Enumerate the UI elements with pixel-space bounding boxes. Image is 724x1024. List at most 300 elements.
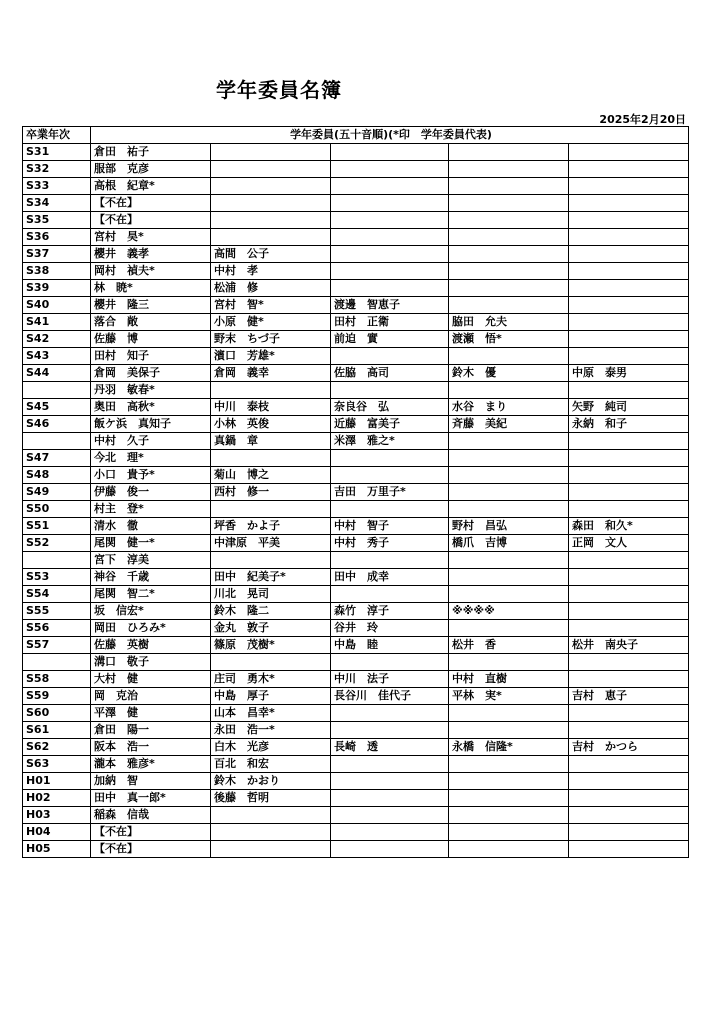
member-name-cell: 庄司 勇木* <box>211 671 331 688</box>
member-name-cell: 宮下 淳美 <box>91 552 211 569</box>
member-name-cell: 真鍋 章 <box>211 433 331 450</box>
member-name-cell <box>211 195 331 212</box>
member-name-cell: 林 暁* <box>91 280 211 297</box>
member-name-cell: 中津原 平美 <box>211 535 331 552</box>
member-name-cell <box>331 756 449 773</box>
graduation-year-cell: S45 <box>23 399 91 416</box>
member-name-cell <box>331 263 449 280</box>
graduation-year-cell: H05 <box>23 841 91 858</box>
member-name-cell <box>569 195 689 212</box>
member-name-cell <box>569 586 689 603</box>
member-name-cell <box>331 705 449 722</box>
member-name-cell: 鈴木 かおり <box>211 773 331 790</box>
member-name-cell <box>331 654 449 671</box>
table-row <box>23 586 689 603</box>
member-name-cell: 白木 光彦 <box>211 739 331 756</box>
member-name-cell <box>449 552 569 569</box>
table-row <box>23 739 689 756</box>
member-name-cell: 丹羽 敏春* <box>91 382 211 399</box>
member-name-cell <box>331 229 449 246</box>
graduation-year-cell: H01 <box>23 773 91 790</box>
member-name-cell: 坂 信宏* <box>91 603 211 620</box>
member-name-cell: 永橋 信隆* <box>449 739 569 756</box>
member-name-cell: 中川 泰枝 <box>211 399 331 416</box>
graduation-year-cell: S61 <box>23 722 91 739</box>
member-name-cell: 野村 昌弘 <box>449 518 569 535</box>
member-name-cell: 長谷川 佳代子 <box>331 688 449 705</box>
table-row <box>23 841 689 858</box>
member-name-cell: 田中 紀美子* <box>211 569 331 586</box>
member-name-cell: 松浦 修 <box>211 280 331 297</box>
table-row <box>23 229 689 246</box>
member-name-cell <box>569 807 689 824</box>
member-name-cell <box>449 705 569 722</box>
member-name-cell: 中村 秀子 <box>331 535 449 552</box>
member-name-cell <box>569 756 689 773</box>
member-name-cell <box>569 450 689 467</box>
member-name-cell <box>449 722 569 739</box>
member-name-cell: 岡田 ひろみ* <box>91 620 211 637</box>
member-name-cell: 松井 南央子 <box>569 637 689 654</box>
member-name-cell: 佐藤 英樹 <box>91 637 211 654</box>
member-name-cell: 坪香 かよ子 <box>211 518 331 535</box>
member-name-cell <box>569 314 689 331</box>
member-name-cell <box>449 586 569 603</box>
member-name-cell: 尾関 智二* <box>91 586 211 603</box>
member-name-cell: 渡瀬 悟* <box>449 331 569 348</box>
member-name-cell: 山本 昌幸* <box>211 705 331 722</box>
member-name-cell: 田村 正衛 <box>331 314 449 331</box>
graduation-year-cell <box>23 654 91 671</box>
document-title: 学年委員名簿 <box>216 78 342 102</box>
member-name-cell: 中村 智子 <box>331 518 449 535</box>
member-name-cell <box>449 790 569 807</box>
member-name-cell <box>449 382 569 399</box>
member-name-cell: 中島 睦 <box>331 637 449 654</box>
graduation-year-cell <box>23 382 91 399</box>
table-row <box>23 195 689 212</box>
member-name-cell: 米澤 雅之* <box>331 433 449 450</box>
member-name-cell <box>449 620 569 637</box>
member-name-cell: 稲森 信哉 <box>91 807 211 824</box>
member-name-cell: 清水 徹 <box>91 518 211 535</box>
member-name-cell: 大村 健 <box>91 671 211 688</box>
member-name-cell: 小林 英俊 <box>211 416 331 433</box>
year-column-header: 卒業年次 <box>23 127 91 144</box>
member-name-cell <box>211 161 331 178</box>
graduation-year-cell <box>23 433 91 450</box>
member-name-cell <box>449 841 569 858</box>
table-row <box>23 467 689 484</box>
member-name-cell: 櫻井 隆三 <box>91 297 211 314</box>
member-name-cell: 奥田 高秋* <box>91 399 211 416</box>
table-row <box>23 365 689 382</box>
member-name-cell: 長崎 透 <box>331 739 449 756</box>
table-row <box>23 331 689 348</box>
member-name-cell: 宮村 智* <box>211 297 331 314</box>
member-name-cell: 篠原 茂樹* <box>211 637 331 654</box>
member-name-cell: 平澤 健 <box>91 705 211 722</box>
graduation-year-cell: S33 <box>23 178 91 195</box>
member-name-cell <box>331 382 449 399</box>
member-name-cell <box>331 586 449 603</box>
member-name-cell: 吉田 万里子* <box>331 484 449 501</box>
graduation-year-cell: S35 <box>23 212 91 229</box>
member-name-cell: 【不在】 <box>91 212 211 229</box>
table-row <box>23 144 689 161</box>
graduation-year-cell: S32 <box>23 161 91 178</box>
member-name-cell <box>331 467 449 484</box>
member-name-cell <box>331 195 449 212</box>
member-name-cell <box>569 841 689 858</box>
member-name-cell <box>449 484 569 501</box>
member-name-cell: 中村 孝 <box>211 263 331 280</box>
member-name-cell <box>569 671 689 688</box>
member-name-cell: 服部 克彦 <box>91 161 211 178</box>
members-column-header: 学年委員(五十音順)(*印 学年委員代表) <box>91 127 689 144</box>
graduation-year-cell: S48 <box>23 467 91 484</box>
member-name-cell <box>449 178 569 195</box>
roster-table <box>22 126 689 858</box>
member-name-cell: 神谷 千歳 <box>91 569 211 586</box>
member-name-cell: 森竹 淳子 <box>331 603 449 620</box>
member-name-cell: 倉岡 美保子 <box>91 365 211 382</box>
table-row <box>23 416 689 433</box>
document-date: 2025年2月20日 <box>599 113 686 126</box>
member-name-cell: 倉田 陽一 <box>91 722 211 739</box>
member-name-cell <box>331 348 449 365</box>
member-name-cell: 近藤 富美子 <box>331 416 449 433</box>
member-name-cell <box>449 297 569 314</box>
table-row <box>23 773 689 790</box>
graduation-year-cell: S60 <box>23 705 91 722</box>
member-name-cell: 村主 登* <box>91 501 211 518</box>
member-name-cell <box>211 824 331 841</box>
member-name-cell: 水谷 まり <box>449 399 569 416</box>
member-name-cell <box>569 348 689 365</box>
member-name-cell <box>569 722 689 739</box>
graduation-year-cell: H04 <box>23 824 91 841</box>
member-name-cell <box>569 212 689 229</box>
member-name-cell <box>449 246 569 263</box>
member-name-cell: 伊藤 俊一 <box>91 484 211 501</box>
member-name-cell <box>331 807 449 824</box>
graduation-year-cell: S52 <box>23 535 91 552</box>
table-row <box>23 807 689 824</box>
member-name-cell <box>569 331 689 348</box>
member-name-cell: 尾関 健一* <box>91 535 211 552</box>
graduation-year-cell: S63 <box>23 756 91 773</box>
member-name-cell: 飯ケ浜 真知子 <box>91 416 211 433</box>
member-name-cell <box>331 144 449 161</box>
graduation-year-cell: S54 <box>23 586 91 603</box>
graduation-year-cell: S49 <box>23 484 91 501</box>
member-name-cell <box>211 382 331 399</box>
member-name-cell <box>211 144 331 161</box>
member-name-cell <box>331 790 449 807</box>
member-name-cell: 倉岡 義幸 <box>211 365 331 382</box>
table-row <box>23 569 689 586</box>
table-row <box>23 705 689 722</box>
graduation-year-cell: S42 <box>23 331 91 348</box>
graduation-year-cell: S56 <box>23 620 91 637</box>
member-name-cell: 小口 貴予* <box>91 467 211 484</box>
member-name-cell <box>211 654 331 671</box>
table-row <box>23 535 689 552</box>
member-name-cell: 矢野 純司 <box>569 399 689 416</box>
member-name-cell: 櫻井 義孝 <box>91 246 211 263</box>
member-name-cell: 橋爪 吉博 <box>449 535 569 552</box>
member-name-cell: 斉藤 美紀 <box>449 416 569 433</box>
member-name-cell <box>331 824 449 841</box>
member-name-cell <box>569 501 689 518</box>
member-name-cell <box>569 382 689 399</box>
member-name-cell <box>569 705 689 722</box>
member-name-cell <box>449 195 569 212</box>
member-name-cell: 【不在】 <box>91 824 211 841</box>
member-name-cell: 平林 実* <box>449 688 569 705</box>
member-name-cell: 【不在】 <box>91 195 211 212</box>
member-name-cell: 西村 修一 <box>211 484 331 501</box>
graduation-year-cell: S39 <box>23 280 91 297</box>
graduation-year-cell: S41 <box>23 314 91 331</box>
graduation-year-cell: S34 <box>23 195 91 212</box>
member-name-cell <box>211 212 331 229</box>
member-name-cell: 宮村 昊* <box>91 229 211 246</box>
graduation-year-cell: S43 <box>23 348 91 365</box>
table-row <box>23 552 689 569</box>
member-name-cell: 溝口 敬子 <box>91 654 211 671</box>
table-row <box>23 399 689 416</box>
table-row <box>23 518 689 535</box>
member-name-cell: 川北 晃司 <box>211 586 331 603</box>
member-name-cell <box>211 178 331 195</box>
member-name-cell: 中村 直樹 <box>449 671 569 688</box>
member-name-cell: 谷井 玲 <box>331 620 449 637</box>
table-header-row <box>23 127 689 144</box>
member-name-cell <box>569 552 689 569</box>
member-name-cell <box>449 807 569 824</box>
graduation-year-cell: S59 <box>23 688 91 705</box>
table-row <box>23 722 689 739</box>
table-row <box>23 161 689 178</box>
graduation-year-cell: S53 <box>23 569 91 586</box>
member-name-cell <box>211 841 331 858</box>
member-name-cell <box>569 161 689 178</box>
member-name-cell <box>569 484 689 501</box>
member-name-cell <box>449 433 569 450</box>
member-name-cell <box>449 144 569 161</box>
member-name-cell: 後藤 哲明 <box>211 790 331 807</box>
member-name-cell <box>449 654 569 671</box>
member-name-cell: 菊山 博之 <box>211 467 331 484</box>
graduation-year-cell: S62 <box>23 739 91 756</box>
member-name-cell: 正岡 文人 <box>569 535 689 552</box>
member-name-cell <box>449 501 569 518</box>
member-name-cell: 中島 厚子 <box>211 688 331 705</box>
table-row <box>23 382 689 399</box>
member-name-cell <box>449 161 569 178</box>
member-name-cell <box>331 280 449 297</box>
member-name-cell: 永田 浩一* <box>211 722 331 739</box>
member-name-cell <box>331 722 449 739</box>
graduation-year-cell: S55 <box>23 603 91 620</box>
member-name-cell: 今北 理* <box>91 450 211 467</box>
graduation-year-cell: S51 <box>23 518 91 535</box>
graduation-year-cell: S46 <box>23 416 91 433</box>
table-row <box>23 688 689 705</box>
graduation-year-cell: S44 <box>23 365 91 382</box>
member-name-cell: 濱口 芳雄* <box>211 348 331 365</box>
member-name-cell <box>331 450 449 467</box>
member-name-cell <box>569 178 689 195</box>
graduation-year-cell: S47 <box>23 450 91 467</box>
member-name-cell: 阪本 浩一 <box>91 739 211 756</box>
member-name-cell <box>569 280 689 297</box>
member-name-cell <box>449 263 569 280</box>
member-name-cell <box>449 229 569 246</box>
member-name-cell <box>569 620 689 637</box>
graduation-year-cell: S58 <box>23 671 91 688</box>
graduation-year-cell: S50 <box>23 501 91 518</box>
table-row <box>23 246 689 263</box>
table-row <box>23 654 689 671</box>
table-row <box>23 212 689 229</box>
member-name-cell <box>211 552 331 569</box>
member-name-cell: 落合 敞 <box>91 314 211 331</box>
member-name-cell <box>449 773 569 790</box>
member-name-cell <box>449 569 569 586</box>
member-name-cell <box>569 246 689 263</box>
member-name-cell <box>331 212 449 229</box>
table-row <box>23 314 689 331</box>
table-row <box>23 603 689 620</box>
member-name-cell: 松井 香 <box>449 637 569 654</box>
member-name-cell <box>569 603 689 620</box>
table-row <box>23 620 689 637</box>
member-name-cell: 岡村 禎夫* <box>91 263 211 280</box>
member-name-cell: 吉村 恵子 <box>569 688 689 705</box>
member-name-cell: 中川 法子 <box>331 671 449 688</box>
member-name-cell <box>331 841 449 858</box>
member-name-cell: 岡 克治 <box>91 688 211 705</box>
member-name-cell: 永納 和子 <box>569 416 689 433</box>
member-name-cell: 百北 和宏 <box>211 756 331 773</box>
member-name-cell <box>211 229 331 246</box>
member-name-cell: 野末 ちづ子 <box>211 331 331 348</box>
member-name-cell <box>449 824 569 841</box>
graduation-year-cell: H03 <box>23 807 91 824</box>
table-row <box>23 790 689 807</box>
member-name-cell <box>331 501 449 518</box>
member-name-cell <box>331 161 449 178</box>
member-name-cell: 渡邊 智恵子 <box>331 297 449 314</box>
member-name-cell <box>331 552 449 569</box>
table-row <box>23 348 689 365</box>
member-name-cell: 佐藤 博 <box>91 331 211 348</box>
member-name-cell <box>569 790 689 807</box>
member-name-cell <box>331 178 449 195</box>
table-row <box>23 756 689 773</box>
member-name-cell <box>211 807 331 824</box>
member-name-cell: 奈良谷 弘 <box>331 399 449 416</box>
member-name-cell: 高間 公子 <box>211 246 331 263</box>
table-row <box>23 450 689 467</box>
member-name-cell: 森田 和久* <box>569 518 689 535</box>
member-name-cell <box>211 450 331 467</box>
member-name-cell <box>569 824 689 841</box>
member-name-cell <box>569 569 689 586</box>
graduation-year-cell: S57 <box>23 637 91 654</box>
member-name-cell <box>331 773 449 790</box>
member-name-cell: 吉村 かつら <box>569 739 689 756</box>
table-row <box>23 671 689 688</box>
table-row <box>23 433 689 450</box>
member-name-cell <box>449 212 569 229</box>
member-name-cell: 金丸 敦子 <box>211 620 331 637</box>
member-name-cell: 小原 健* <box>211 314 331 331</box>
graduation-year-cell: S38 <box>23 263 91 280</box>
table-row <box>23 637 689 654</box>
member-name-cell: 鈴木 隆二 <box>211 603 331 620</box>
member-name-cell <box>569 467 689 484</box>
member-name-cell <box>449 348 569 365</box>
member-name-cell <box>569 229 689 246</box>
member-name-cell <box>211 501 331 518</box>
member-name-cell <box>569 773 689 790</box>
table-row <box>23 178 689 195</box>
graduation-year-cell: H02 <box>23 790 91 807</box>
member-name-cell: 中原 泰男 <box>569 365 689 382</box>
graduation-year-cell: S31 <box>23 144 91 161</box>
graduation-year-cell: S37 <box>23 246 91 263</box>
table-row <box>23 484 689 501</box>
member-name-cell <box>569 263 689 280</box>
member-name-cell: ※※※※ <box>449 603 569 620</box>
member-name-cell <box>449 467 569 484</box>
member-name-cell <box>569 297 689 314</box>
member-name-cell: 中村 久子 <box>91 433 211 450</box>
member-name-cell: 加納 智 <box>91 773 211 790</box>
member-name-cell <box>569 144 689 161</box>
member-name-cell <box>569 433 689 450</box>
member-name-cell: 瀧本 雅彦* <box>91 756 211 773</box>
member-name-cell: 高根 紀章* <box>91 178 211 195</box>
member-name-cell <box>449 280 569 297</box>
graduation-year-cell <box>23 552 91 569</box>
graduation-year-cell: S36 <box>23 229 91 246</box>
table-row <box>23 263 689 280</box>
table-row <box>23 824 689 841</box>
member-name-cell <box>569 654 689 671</box>
member-name-cell: 田中 真一郎* <box>91 790 211 807</box>
member-name-cell: 【不在】 <box>91 841 211 858</box>
member-name-cell: 佐脇 高司 <box>331 365 449 382</box>
table-row <box>23 501 689 518</box>
member-name-cell <box>449 450 569 467</box>
member-name-cell: 前迫 實 <box>331 331 449 348</box>
graduation-year-cell: S40 <box>23 297 91 314</box>
member-name-cell: 脇田 允夫 <box>449 314 569 331</box>
member-name-cell <box>449 756 569 773</box>
table-row <box>23 280 689 297</box>
member-name-cell: 田中 成幸 <box>331 569 449 586</box>
roster-body <box>23 144 689 858</box>
member-name-cell: 田村 知子 <box>91 348 211 365</box>
table-row <box>23 297 689 314</box>
member-name-cell: 倉田 祐子 <box>91 144 211 161</box>
member-name-cell <box>331 246 449 263</box>
